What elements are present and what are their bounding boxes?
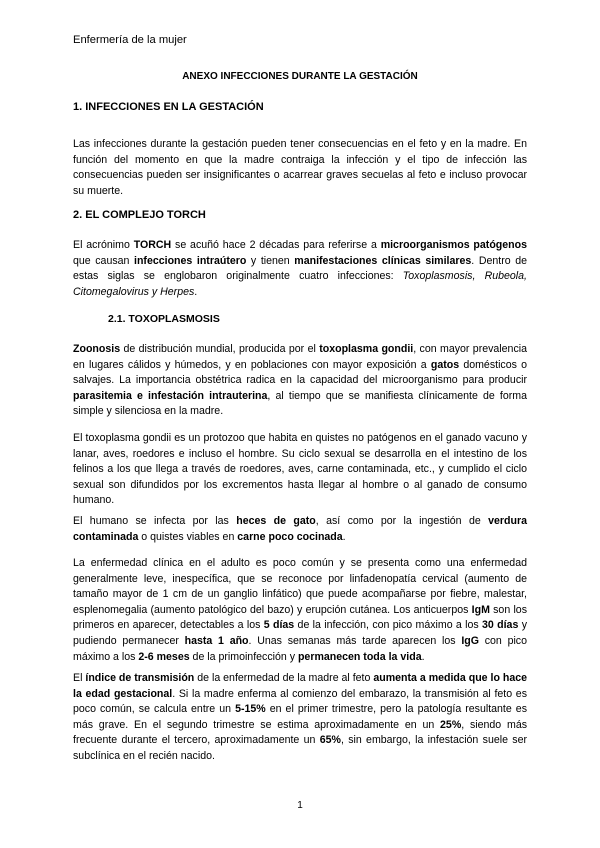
section-2-paragraph: El acrónimo TORCH se acuñó hace 2 décadas para referirse a microorganismos patógenos que causan infecciones intraútero y tienen manifestaciones clínicas similares. Dentro de estas siglas se englobaron originalmente cuatro infecciones: Toxoplasmosis, Rubeola, Citomegalovirus y Herpes. xyxy=(73,239,527,298)
section-1-paragraph: Las infecciones durante la gestación pueden tener consecuencias en el feto y en la madre. En función del momento en que la madre contraiga la infección y el tipo de infección las consecuencias pueden ser insignificantes o acarrear graves secuelas al feto e incluso provocar su muerte. xyxy=(73,138,527,197)
section-1-heading: 1. INFECCIONES EN LA GESTACIÓN xyxy=(73,101,264,113)
page-header: Enfermería de la mujer xyxy=(73,34,187,46)
toxoplasmosis-paragraph-3: El humano se infecta por las heces de gato, así como por la ingestión de verdura contaminada o quistes viables en carne poco cocinada. xyxy=(73,515,527,543)
document-title: ANEXO INFECCIONES DURANTE LA GESTACIÓN xyxy=(182,71,418,82)
page-number: 1 xyxy=(297,800,303,811)
toxoplasmosis-paragraph-1: Zoonosis de distribución mundial, producida por el toxoplasma gondii, con mayor prevalencia en lugares cálidos y húmedos, y en poblaciones con mayor exposición a gatos domésticos o salvajes. La importancia obstétrica radica en la capacidad del microorganismo para producir parasitemia e infestación intrauterina, al tiempo que se manifiesta clínicamente de forma simple y silenciosa en la madre. xyxy=(73,343,528,418)
toxoplasmosis-paragraph-5: El índice de transmisión de la enfermedad de la madre al feto aumenta a medida que lo hace la edad gestacional. Si la madre enferma al comienzo del embarazo, la transmisión al feto es poco común, se calcula entre un 5-15% en el primer trimestre, pero la patología resultante es más grave. En el segundo trimestre se estima aproximadamente en un 25%, siendo más frecuente durante el tercero, aproximadamente un 65%, sin embargo, la infestación suele ser subclínica en el recién nacido. xyxy=(73,672,528,762)
section-2-1-heading: 2.1. TOXOPLASMOSIS xyxy=(108,313,220,325)
toxoplasmosis-paragraph-2: El toxoplasma gondii es un protozoo que habita en quistes no patógenos en el ganado vacuno y lanar, aves, roedores e incluso el hombre. Su ciclo sexual se desarrolla en el intestino de los felinos a los que llega a través de roedores, aves, carne contaminada, etc., y cumplido el ciclo sexual son difundidos por los excrementos hasta llegar al hombre o al ganado de consumo humano. xyxy=(73,432,527,507)
section-2-heading: 2. EL COMPLEJO TORCH xyxy=(73,209,206,221)
toxoplasmosis-paragraph-4: La enfermedad clínica en el adulto es poco común y se presenta como una enfermedad generalmente leve, inespecífica, que se reconoce por linfadenopatía cervical (aumento de tamaño mayor de 1 cm de un ganglio linfático) que puede acompañarse por fiebre, malestar, esplenomegalia (aumento patológico del bazo) y erupción cutánea. Los anticuerpos IgM son los primeros en aparecer, detectables a los 5 días de la infección, con pico máximo a los 30 días y pudiendo permanecer hasta 1 año. Unas semanas más tarde aparecen los IgG con pico máximo a los 2-6 meses de la primoinfección y permanecen toda la vida. xyxy=(73,557,527,663)
